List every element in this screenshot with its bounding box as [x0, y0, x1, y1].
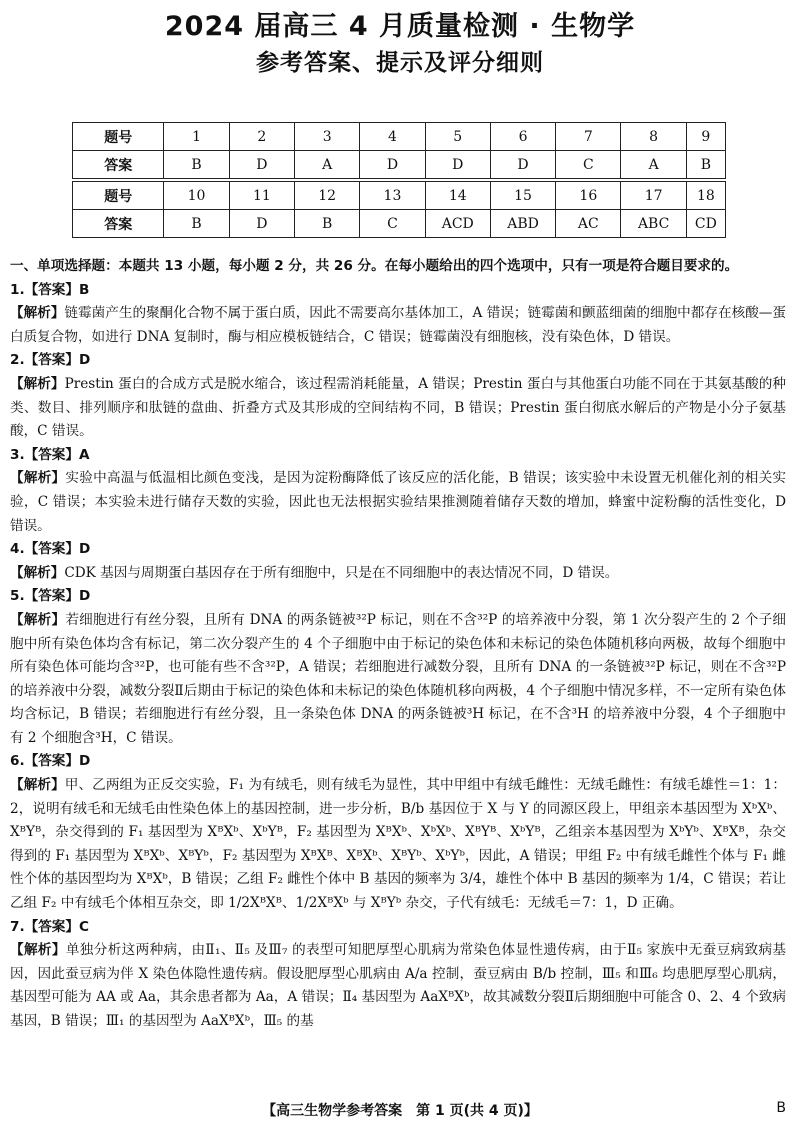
analysis-tag: 【解析】: [10, 611, 66, 628]
table-cell: 8: [621, 123, 686, 151]
question-answer-line: [10, 349, 786, 373]
answer-value: D: [79, 588, 91, 605]
analysis-text: Prestin 蛋白的合成方式是脱水缩合，该过程需消耗能量，A 错误；Prestin 蛋白与其他蛋白功能不同在于其氨基酸的种类、数目、排列顺序和肽链的盘曲、折叠方式及其形成的空间结构不同，B 错误；Prestin 蛋白彻底水解后的产物是小分子氨基酸，C 错误。: [10, 375, 786, 440]
table-cell: 4: [360, 123, 425, 151]
question-number: 6.: [10, 753, 25, 770]
analysis-text: CDK 基因与周期蛋白基因存在于所有细胞中，只是在不同细胞中的表达情况不同，D 错误。: [64, 564, 619, 581]
answer-tag: 【答案】: [24, 918, 79, 935]
answer-value: C: [79, 918, 89, 935]
table-cell: D: [490, 151, 555, 179]
analysis-tag: 【解析】: [10, 470, 66, 487]
question-analysis: [10, 373, 786, 444]
analysis-tag: 【解析】: [10, 305, 65, 322]
page-title: 2024 届高三 4 月质量检测 · 生物学: [164, 11, 636, 42]
table-cell: 12: [295, 182, 360, 210]
row-label-question: 题号: [73, 182, 164, 210]
table-cell: D: [425, 151, 490, 179]
table-cell: 3: [295, 123, 360, 151]
question-number: 4.: [10, 541, 25, 558]
answer-tag: 【答案】: [24, 588, 79, 605]
analysis-tag: 【解析】: [10, 942, 66, 959]
table-cell: 1: [164, 123, 229, 151]
question-analysis: [10, 467, 786, 538]
question-block-1: [10, 279, 786, 350]
question-answer-line: [10, 585, 786, 609]
answer-value: D: [79, 352, 91, 369]
answer-explanations: [10, 255, 786, 1034]
paper-version-letter: B: [776, 1100, 786, 1116]
table-cell: C: [360, 210, 425, 238]
table-cell: B: [686, 151, 725, 179]
question-analysis: [10, 774, 786, 916]
answer-tag: 【答案】: [24, 541, 79, 558]
page-subtitle: 参考答案、提示及评分细则: [256, 50, 544, 76]
table-cell: 6: [490, 123, 555, 151]
question-number: 7.: [10, 918, 25, 935]
table-row-answers-2: [73, 210, 726, 238]
page-footer: 【高三生物学参考答案 第 1 页(共 4 页)】: [262, 1103, 538, 1119]
section-intro: 一、单项选择题：本题共 13 小题，每小题 2 分，共 26 分。在每小题给出的四个选项中，只有一项是符合题目要求的。: [10, 258, 739, 274]
answer-value: A: [79, 446, 90, 463]
question-block-5: [10, 585, 786, 750]
table-cell: B: [295, 210, 360, 238]
table-cell: ABC: [621, 210, 686, 238]
question-block-2: [10, 349, 786, 443]
table-cell: B: [164, 151, 229, 179]
table-cell: A: [621, 151, 686, 179]
table-cell: D: [229, 151, 294, 179]
table-cell: 14: [425, 182, 490, 210]
answer-value: D: [79, 541, 91, 558]
analysis-tag: 【解析】: [10, 375, 65, 392]
table-cell: 11: [229, 182, 294, 210]
row-label-answer: 答案: [73, 210, 164, 238]
answer-tag: 【答案】: [24, 446, 79, 463]
answer-tag: 【答案】: [24, 281, 79, 298]
table-cell: A: [295, 151, 360, 179]
analysis-tag: 【解析】: [10, 564, 65, 581]
analysis-text: 链霉菌产生的聚酮化合物不属于蛋白质，因此不需要高尔基体加工，A 错误；链霉菌和颤蓝细菌的细胞中都存在核酸—蛋白质复合物，如进行 DNA 复制时，酶与相应模板链结合，C 错误；链霉菌没有细胞核，没有染色体，D 错误。: [10, 305, 786, 345]
table-cell: 10: [164, 182, 229, 210]
question-answer-line: [10, 538, 786, 562]
row-label-question: 题号: [73, 123, 164, 151]
analysis-text: 单独分析这两种病，由Ⅱ₁、Ⅱ₅ 及Ⅲ₇ 的表型可知肥厚型心肌病为常染色体显性遗传病，由于Ⅱ₅ 家族中无蚕豆病致病基因，因此蚕豆病为伴 X 染色体隐性遗传病。假设肥厚型心肌病由 A/a 控制，蚕豆病由 B/b 控制，Ⅲ₅ 和Ⅲ₆ 均患肥厚型心肌病，基因型可能为 AA 或 Aa，其余患者都为 Aa，A 错误；Ⅱ₄ 基因型为 AaXᴮXᵇ，故其减数分裂Ⅱ后期细胞中可能含 0、2、4 个致病基因，B 错误；Ⅲ₁ 的基因型为 AaXᴮXᵇ，Ⅲ₅ 的基: [10, 942, 787, 1029]
row-label-answer: 答案: [73, 151, 164, 179]
table-cell: ABD: [490, 210, 555, 238]
table-cell: 7: [556, 123, 621, 151]
table-row-answers-1: [73, 151, 726, 179]
table-cell: ACD: [425, 210, 490, 238]
table-cell: 9: [686, 123, 725, 151]
question-answer-line: [10, 750, 786, 774]
question-block-7: [10, 916, 786, 1034]
table-cell: 13: [360, 182, 425, 210]
question-analysis: [10, 939, 786, 1033]
question-answer-line: [10, 444, 786, 468]
table-cell: 16: [556, 182, 621, 210]
table-cell: 15: [490, 182, 555, 210]
answer-tag: 【答案】: [24, 352, 79, 369]
analysis-tag: 【解析】: [10, 777, 65, 794]
answer-key-table: [72, 122, 726, 238]
table-cell: C: [556, 151, 621, 179]
table-cell: 2: [229, 123, 294, 151]
question-analysis: [10, 302, 786, 349]
question-block-4: [10, 538, 786, 585]
question-answer-line: [10, 279, 786, 303]
table-cell: 5: [425, 123, 490, 151]
question-number: 5.: [10, 588, 25, 605]
question-number: 2.: [10, 352, 25, 369]
table-cell: CD: [686, 210, 725, 238]
table-cell: D: [229, 210, 294, 238]
analysis-text: 实验中高温与低温相比颜色变浅，是因为淀粉酶降低了该反应的活化能，B 错误；该实验中未设置无机催化剂的相关实验，C 错误；本实验未进行储存天数的实验，因此也无法根据实验结果推测随着储存天数的增加，蜂蜜中淀粉酶的活性变化，D 错误。: [10, 470, 787, 534]
question-block-3: [10, 444, 786, 538]
question-analysis: [10, 609, 786, 751]
table-cell: D: [360, 151, 425, 179]
answer-value: D: [79, 753, 91, 770]
answer-tag: 【答案】: [24, 753, 79, 770]
table-cell: B: [164, 210, 229, 238]
question-answer-line: [10, 916, 786, 940]
analysis-text: 若细胞进行有丝分裂，且所有 DNA 的两条链被³²P 标记，则在不含³²P 的培养液中分裂，第 1 次分裂产生的 2 个子细胞中所有染色体均含有标记，第二次分裂产生的 4 个子细胞中由于标记的染色体和未标记的染色体随机移向两极，故每个细胞中所有染色体可能均含³²P，也可能有些不含³²P，A 错误；若细胞进行减数分裂，且所有 DNA 的一条链被³²P 标记，则在不含³²P 的培养液中分裂，减数分裂Ⅱ后期由于标记的染色体和未标记的染色体随机移向两极，4 个子细胞中情况多样，不一定所有染色体均含标记，B 错误；若细胞进行有丝分裂，且一条染色体 DNA 的两条链被³H 标记，在不含³H 的培养液中分裂，4 个子细胞中有 2 个细胞含³H，C 错误。: [10, 611, 786, 746]
table-row-question-numbers-1: [73, 123, 726, 151]
table-cell: 18: [686, 182, 725, 210]
table-cell: AC: [556, 210, 621, 238]
table-cell: 17: [621, 182, 686, 210]
question-number: 1.: [10, 281, 25, 298]
question-analysis: [10, 562, 786, 586]
answer-value: B: [79, 281, 90, 298]
question-number: 3.: [10, 446, 25, 463]
analysis-text: 甲、乙两组为正反交实验，F₁ 为有绒毛，则有绒毛为显性，其中甲组中有绒毛雌性：无绒毛雌性：有绒毛雄性＝1：1：2，说明有绒毛和无绒毛由性染色体上的基因控制，进一步分析，B/b 基因位于 X 与 Y 的同源区段上，甲组亲本基因型为 XᵇXᵇ、XᴮYᴮ，杂交得到的 F₁ 基因型为 XᴮXᵇ、XᵇYᴮ，F₂ 基因型为 XᴮXᵇ、XᵇXᵇ、XᴮYᴮ、XᵇYᴮ，乙组亲本基因型为 XᵇYᵇ、XᴮXᴮ，杂交得到的 F₁ 基因型为 XᴮXᵇ、XᴮYᵇ，F₂ 基因型为 XᴮXᴮ、XᴮXᵇ、XᴮYᵇ、XᵇYᵇ，因此，A 错误；甲组 F₂ 中有绒毛雌性个体与 F₁ 雌性个体的基因型均为 XᴮXᵇ，B 错误；乙组 F₂ 雌性个体中 B 基因的频率为 3/4，雄性个体中 B 基因的频率为 1/4，C 错误；若让乙组 F₂ 中有绒毛个体相互杂交，即 1/2XᴮXᴮ、1/2XᴮXᵇ 与 XᴮYᵇ 杂交，子代有绒毛：无绒毛＝7：1，D 正确。: [10, 777, 786, 912]
table-row-question-numbers-2: [73, 182, 726, 210]
question-block-6: [10, 750, 786, 915]
